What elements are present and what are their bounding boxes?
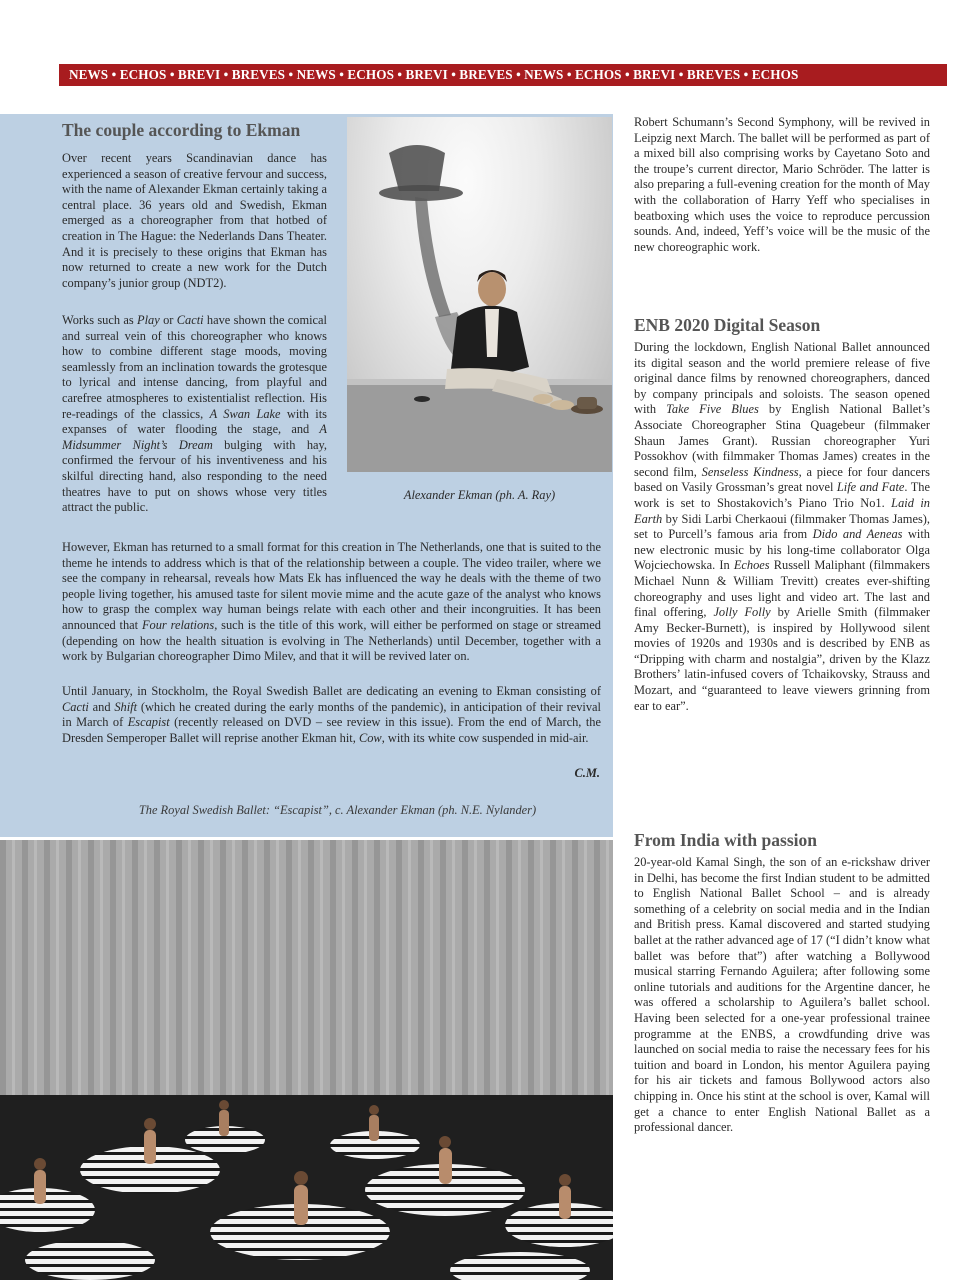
ekman-article-title: The couple according to Ekman [62, 120, 301, 140]
enb-section-title: ENB 2020 Digital Season [634, 315, 821, 335]
ekman-photo-caption: Alexander Ekman (ph. A. Ray) [403, 488, 556, 502]
india-paragraph: 20-year-old Kamal Singh, the son of an e-rickshaw driver in Delhi, has become the first Indian student to be admitted to English National Ballet School – and is already something of a celebrity on social media and in the Indian and British press. Kamal discovered and started studying ballet at the rather advanced age of 17 (“I didn’t know what ballet was before that”) after watching a Bollywood musical starring Fernando Aguilera; after following some online tutorials and auditions for the Argentine dancer, he was offered a scholarship to Aguilera’s ballet school. Having been selected for a one-year professional trainee programme at the ENBS, a crowdfunding drive was launched on social media to raise the necessary fees for his tuition and board in London, his mentor Aguilera paying for his air tickets and famous Bollywood actors also chipping in. Once his stint at the school is over, Kamal will get a chance to enter English National Ballet as a professional dancer. [634, 855, 930, 1135]
author-signature: C.M. [574, 766, 600, 780]
leipzig-paragraph: Robert Schumann’s Second Symphony, will be revived in Leipzig next March. The ballet will be performed as part of a mixed bill also comprising works by Cayetano Soto and the troupe’s current director, Mario Schröder. The latter is also preparing a full-evening creation for the month of May with the collaboration of Harry Yeff who specialises in beatboxing which uses the voice to reproduce percussion sounds. And, indeed, Yeff’s voice will be the music of the new choreographic work. [634, 115, 930, 254]
ballet-photo-caption: The Royal Swedish Ballet: “Escapist”, c. Alexander Ekman (ph. N.E. Nylander) [138, 803, 537, 817]
ekman-portrait-photo [347, 117, 612, 472]
escapist-ballet-photo [0, 840, 613, 1280]
ekman-paragraph-1: Over recent years Scandinavian dance has experienced a season of creative fervour and success, with the name of Alexander Ekman certainly taking a central place. 36 years old and Swedish, Ekman emerged as a choreographer from that hotbed of creation in The Hague: the Nederlands Dans Theater. And it is precisely to these origins that Ekman has now returned to create a new work for the Dutch company’s junior group (NDT2). [62, 151, 327, 290]
enb-paragraph: During the lockdown, English National Ballet announced its digital season and the world premiere release of five original dance films by renowned choreographers, danced by company principals and soloists. The season opened with Take Five Blues by English National Ballet’s Associate Choreographer Stina Quagebeur (filmmaker Shaun James Grant). Russian choreographer Yuri Possokhov (with filmmaker Thomas James) creates in the second film, Senseless Kindness, a piece for four dancers based on Vasily Grossman’s great novel Life and Fate. The work is set to Shostakovich’s Piano Trio No1. Laid in Earth by Sidi Larbi Cherkaoui (filmmaker Thomas James), set to Purcell’s famous aria from Dido and Aeneas with new electronic music by his long-time collaborator Olga Wojciechowska. In Echoes Russell Maliphant (filmmakers Michael Nunn & William Trevitt) creates ever-shifting choreography and uses light and video art. The last and final offering, Jolly Folly by Arielle Smith (filmmaker Amy Becker-Burnett), is inspired by Hollywood silent movies of 1920s and 1930s and is described by ENB as “Dripping with charm and nostalgia”, driven by the Klazz Brothers’ latin-infused covers of Tchaikovsky, Strauss and Mozart, and “guaranteed to leave viewers grinning from ear to ear”. [634, 340, 930, 713]
section-banner: NEWS • ECHOS • BREVI • BREVES • NEWS • ECHOS • BREVI • BREVES • NEWS • ECHOS • BREVI • BREVES • ECHOS [59, 64, 947, 86]
ballet-stage-illustration [0, 840, 613, 1280]
ekman-portrait-illustration [347, 117, 612, 472]
india-section-title: From India with passion [634, 830, 817, 850]
ekman-paragraph-2: Works such as Play or Cacti have shown the comical and surreal vein of this choreographer who knows how to combine different stage moods, moving seamlessly from an inclination towards the grotesque to lyrical and intense dancing, from playful and carefree atmospheres to existentialist reflection. His re-readings of the classics, A Swan Lake with its expanses of water flooding the stage, and A Midsummer Night’s Dream bulging with hay, confirmed the fervour of his inventiveness and his skilful directing hand, also responding to the need theatres have to put on shows whose very titles attract the public. [62, 313, 328, 515]
ekman-paragraph-4: Until January, in Stockholm, the Royal Swedish Ballet are dedicating an evening to Ekman consisting of Cacti and Shift (which he created during the early months of the pandemic), in anticipation of their revival in March of Escapist (recently released on DVD – see review in this issue). From the end of March, the Dresden Semperoper Ballet will reprise another Ekman hit, Cow, with its white cow suspended in mid-air. [62, 684, 601, 745]
ekman-paragraph-3: However, Ekman has returned to a small format for this creation in The Netherlands, one that is suited to the theme he intends to address which is that of the relationship between a couple. The video trailer, where we see the company in rehearsal, reveals how Mats Ek has influenced the way he deals with the theme of two people living together, his amused taste for silent movie mime and the acute gaze of the analyst who knows how to grasp the complex way human beings relate with each other and their incongruities. It has been announced that Four relations, such is the title of this work, will either be performed on stage or streamed (depending on how the health situation is evolving in The Netherlands) until December, together with a work by Bulgarian choreographer Dimo Milev, and that it will be revived later on. [62, 540, 601, 664]
